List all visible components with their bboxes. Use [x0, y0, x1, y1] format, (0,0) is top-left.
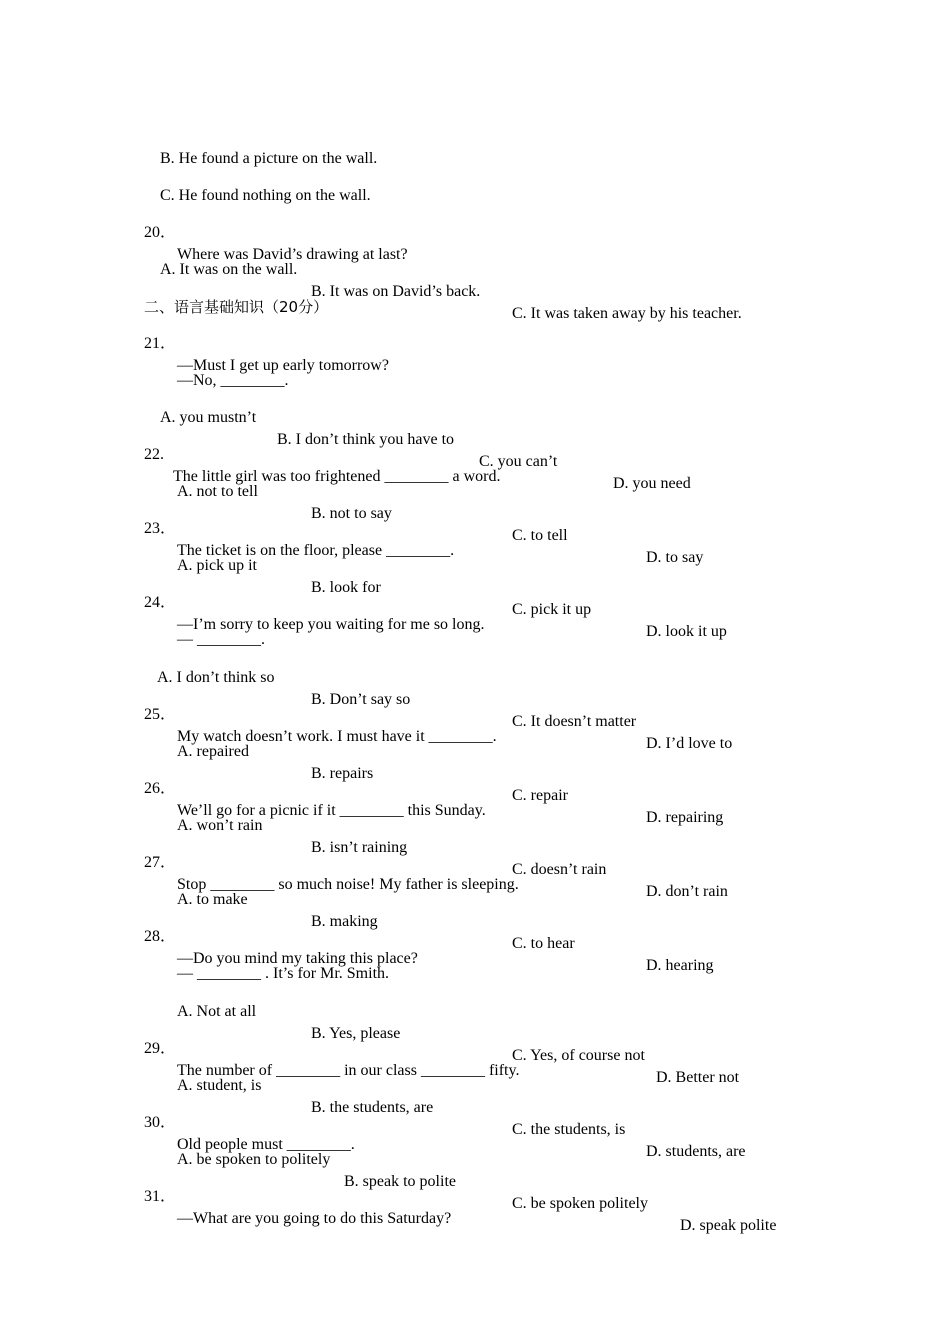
q21-reply: —No, ________. [177, 372, 289, 389]
question-30 [0, 1090, 355, 1153]
q29-number: 29． [144, 1040, 177, 1057]
q25-number: 25． [144, 706, 177, 723]
q23-number: 23． [144, 520, 177, 537]
q25-option-c: C. repair [512, 787, 568, 804]
q30-number: 30． [144, 1114, 177, 1131]
q22-option-c: C. to tell [512, 527, 568, 544]
q21-option-a: A. you mustn’t [160, 409, 257, 426]
q28-option-b: B. Yes, please [311, 1025, 401, 1042]
q24-number: 24． [144, 594, 177, 611]
q23-option-d: D. look it up [646, 623, 727, 640]
q26-option-b: B. isn’t raining [311, 839, 408, 856]
question-19 [0, 126, 378, 167]
q23-option-a: A. pick up it [177, 557, 257, 574]
q28-number: 28． [144, 928, 177, 945]
q25-stem: My watch doesn’t work. I must have it ________. [177, 728, 497, 745]
q24-option-a: A. I don’t think so [157, 669, 275, 686]
q27-option-b: B. making [311, 913, 378, 930]
q30-option-b: B. speak to polite [344, 1173, 456, 1190]
q27-option-d: D. hearing [646, 957, 714, 974]
q31-stem: —What are you going to do this Saturday? [177, 1210, 452, 1227]
section-heading [0, 274, 329, 316]
q23-stem: The ticket is on the floor, please ________. [177, 542, 455, 559]
q26-option-a: A. won’t rain [177, 817, 263, 834]
q26-option-c: C. doesn’t rain [512, 861, 607, 878]
q28-reply: — ________ . It’s for Mr. Smith. [177, 965, 390, 982]
q21-number: 21． [144, 335, 177, 352]
q26-number: 26． [144, 780, 177, 797]
q28-stem: —Do you mind my taking this place? [177, 950, 418, 967]
q22-option-d: D. to say [646, 549, 704, 566]
q27-number: 27． [144, 854, 177, 871]
q29-option-d: D. students, are [646, 1143, 746, 1160]
q24-option-c: C. It doesn’t matter [512, 713, 637, 730]
q20-option-c: C. It was taken away by his teacher. [512, 305, 742, 322]
q22-option-a: A. not to tell [177, 483, 258, 500]
q21-option-c: C. you can’t [479, 453, 558, 470]
q21-stem: —Must I get up early tomorrow? [177, 357, 389, 374]
q27-option-a: A. to make [177, 891, 248, 908]
q27-option-c: C. to hear [512, 935, 575, 952]
question-19-cont [0, 163, 371, 204]
q29-option-a: A. student, is [177, 1077, 262, 1094]
q25-option-a: A. repaired [177, 743, 249, 760]
q31-number: 31． [144, 1188, 177, 1205]
question-20 [0, 200, 408, 263]
q20-option-a: A. It was on the wall. [160, 261, 298, 278]
q19-option-b: B. He found a picture on the wall. [160, 150, 378, 167]
q24-reply-line [0, 607, 265, 648]
q25-option-b: B. repairs [311, 765, 374, 782]
q27-stem: Stop ________ so much noise! My father is sleeping. [177, 876, 519, 893]
q30-option-c: C. be spoken politely [512, 1195, 648, 1212]
q30-stem: Old people must ________. [177, 1136, 355, 1153]
q24-stem: —I’m sorry to keep you waiting for me so long. [177, 616, 485, 633]
q24-option-d: D. I’d love to [646, 735, 733, 752]
q19-option-c: C. He found nothing on the wall. [160, 187, 371, 204]
q24-option-b: B. Don’t say so [311, 691, 411, 708]
q20-option-b: B. It was on David’s back. [311, 283, 481, 300]
q29-option-c: C. the students, is [512, 1121, 626, 1138]
q22-stem: The little girl was too frightened ________ a word. [173, 468, 501, 485]
q20-number: 20． [144, 224, 177, 241]
q25-option-d: D. repairing [646, 809, 724, 826]
q29-option-b: B. the students, are [311, 1099, 434, 1116]
q28-option-c: C. Yes, of course not [512, 1047, 645, 1064]
q26-stem: We’ll go for a picnic if it ________ this Sunday. [177, 802, 486, 819]
q28-option-d: D. Better not [656, 1069, 740, 1086]
q22-number: 22. [144, 446, 164, 463]
q23-option-b: B. look for [311, 579, 381, 596]
q30-option-a: A. be spoken to politely [177, 1151, 331, 1168]
q20-stem: Where was David’s drawing at last? [177, 246, 408, 263]
question-21 [0, 311, 389, 374]
q28-option-a: A. Not at all [177, 1003, 257, 1020]
q30-option-d: D. speak polite [680, 1217, 777, 1234]
q21-option-b: B. I don’t think you have to [277, 431, 455, 448]
q22-option-b: B. not to say [311, 505, 392, 522]
q26-option-d: D. don’t rain [646, 883, 728, 900]
q21-option-d: D. you need [613, 475, 691, 492]
section2-heading: 二、语言基础知识（20分） [144, 298, 329, 316]
q23-option-c: C. pick it up [512, 601, 592, 618]
q29-stem: The number of ________ in our class ________ fifty. [177, 1062, 520, 1079]
q24-reply: — ________. [177, 631, 265, 648]
